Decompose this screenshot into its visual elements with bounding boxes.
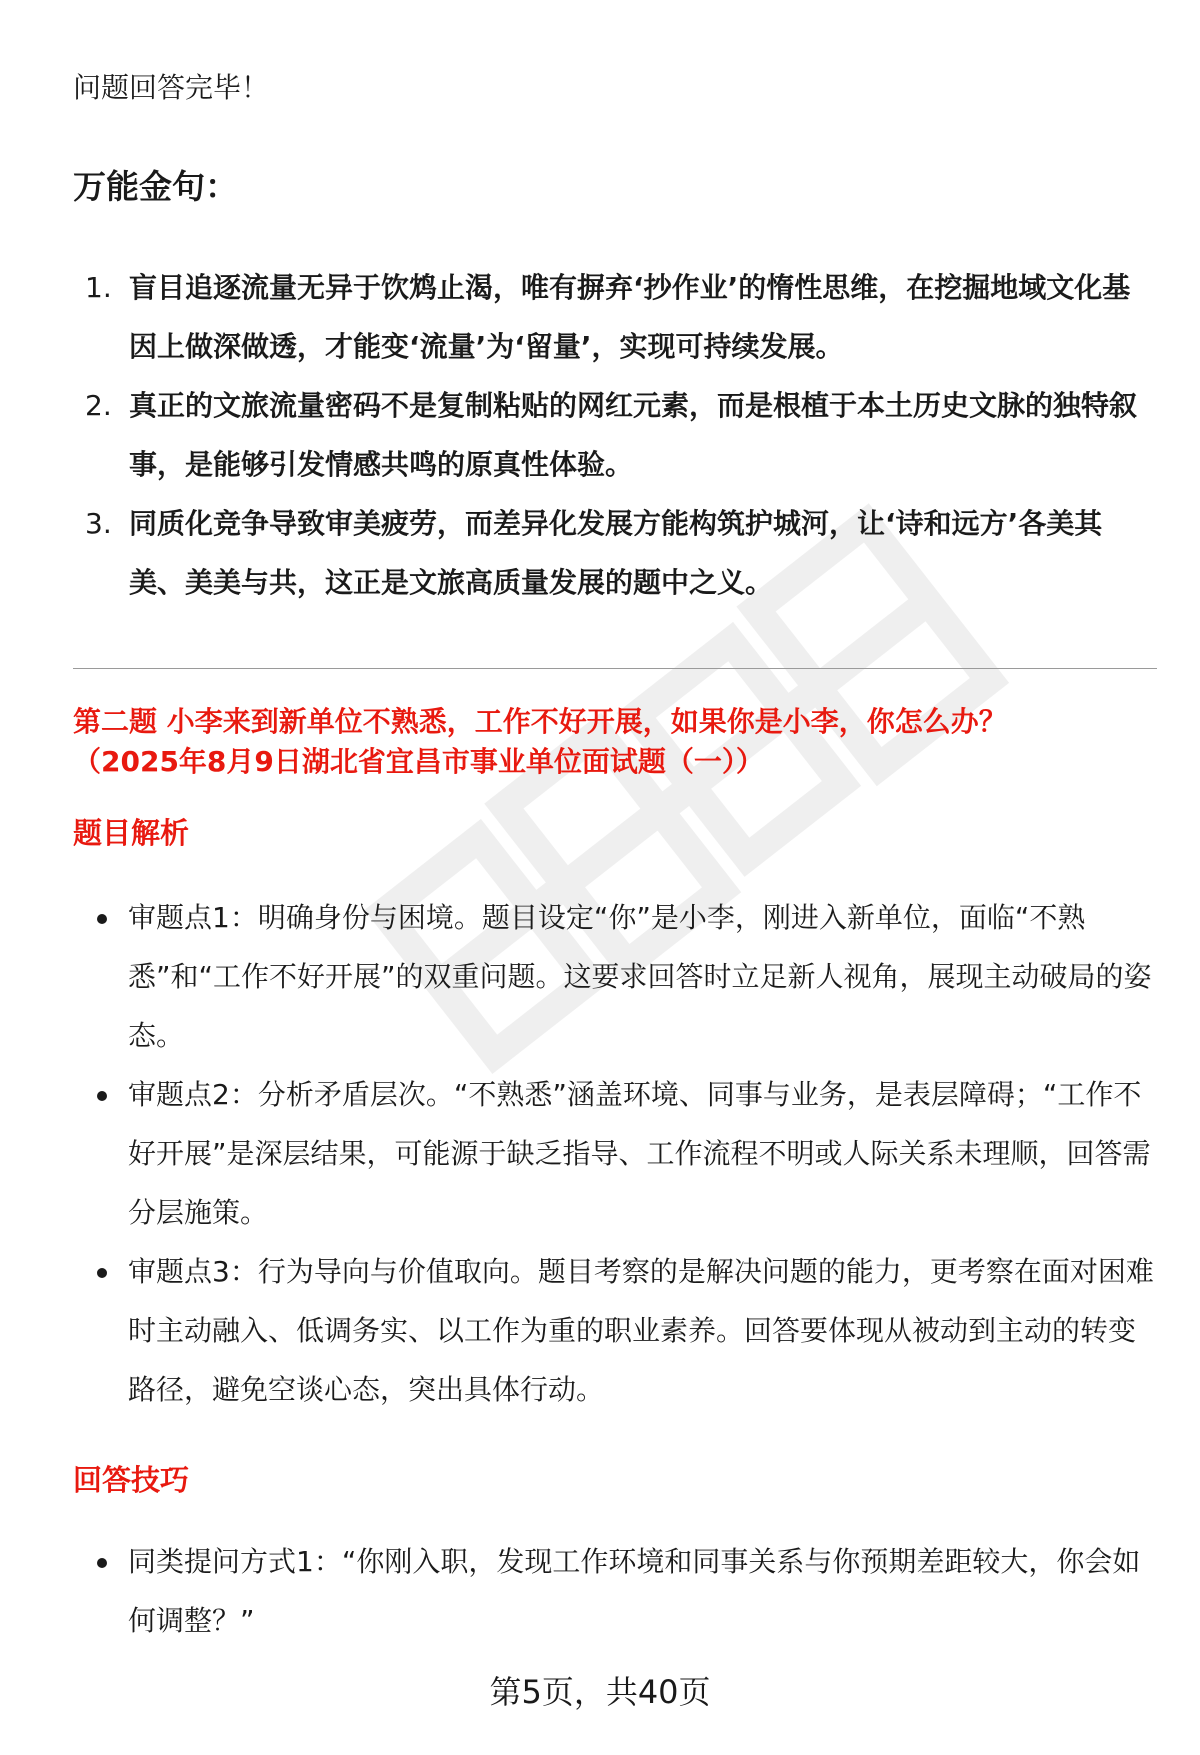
list-number: 2. [85,389,112,422]
analysis-points [73,888,1163,1419]
question-source-line: （2025年8月9日湖北省宜昌市事业单位面试题（一）） [73,745,764,778]
page-number-footer: 第5页，共40页 [489,1673,711,1711]
list-number: 3. [85,507,112,540]
bullet-icon [97,1268,107,1278]
bullet-icon [97,1558,107,1568]
list-item [73,376,1143,494]
list-item-text: 审题点1：明确身份与困境。题目设定“你”是小李，刚进入新单位，面临“不熟悉”和“工作不好开展”的双重问题。这要求回答时立足新人视角，展现主动破局的姿态。 [128,901,1152,1052]
analysis-heading: 题目解析 [73,816,190,850]
bullet-icon [97,1091,107,1101]
question-title-line: 第二题 小李来到新单位不熟悉，工作不好开展，如果你是小李，你怎么办？ [73,705,1007,738]
list-item [73,1242,1163,1419]
question-title [73,702,1157,782]
list-item [73,888,1163,1065]
tips-heading: 回答技巧 [73,1463,190,1497]
list-item-text: 同质化竞争导致审美疲劳，而差异化发展方能构筑护城河，让‘诗和远方’各美其美、美美与共，这正是文旅高质量发展的题中之义。 [129,507,1103,599]
list-item-text: 审题点3：行为导向与价值取向。题目考察的是解决问题的能力，更考察在面对困难时主动融入、低调务实、以工作为重的职业素养。回答要体现从被动到主动的转变路径，避免空谈心态，突出具体行动。 [128,1255,1154,1406]
golden-sentences-heading: 万能金句： [73,167,238,206]
golden-sentences-list [73,258,1143,612]
list-item [73,258,1143,376]
list-item-text: 审题点2：分析矛盾层次。“不熟悉”涵盖环境、同事与业务，是表层障碍；“工作不好开展”是深层结果，可能源于缺乏指导、工作流程不明或人际关系未理顺，回答需分层施策。 [128,1078,1151,1229]
list-item-text: 真正的文旅流量密码不是复制粘贴的网红元素，而是根植于本土历史文脉的独特叙事，是能够引发情感共鸣的原真性体验。 [129,389,1138,481]
list-number: 1. [85,271,112,304]
list-item [73,1532,1163,1650]
list-item-text: 同类提问方式1：“你刚入职，发现工作环境和同事关系与你预期差距较大，你会如何调整？” [128,1545,1141,1637]
tips-points [73,1532,1163,1650]
intro-text: 问题回答完毕！ [73,71,270,104]
bullet-icon [97,914,107,924]
list-item [73,494,1143,612]
section-divider [73,668,1157,669]
list-item-text: 盲目追逐流量无异于饮鸩止渴，唯有摒弃‘抄作业’的惰性思维，在挖掘地域文化基因上做深做透，才能变‘流量’为‘留量’，实现可持续发展。 [129,271,1131,363]
list-item [73,1065,1163,1242]
